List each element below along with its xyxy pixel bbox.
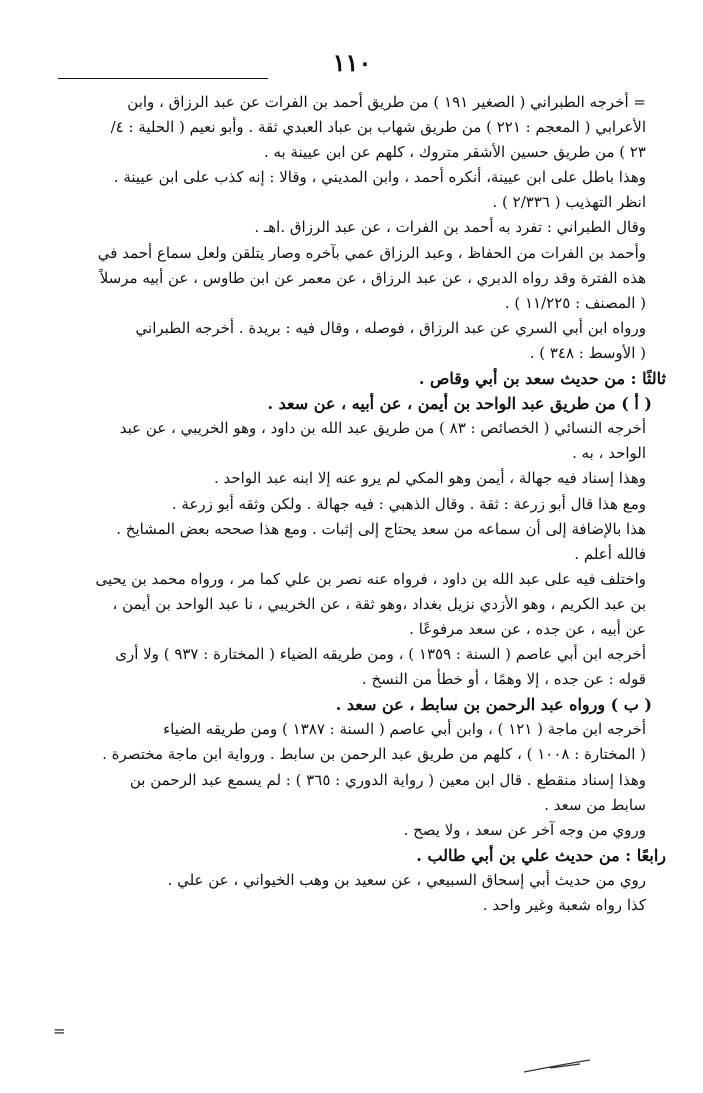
text-line: أخرجه ابن أبي عاصم ( السنة : ١٣٥٩ ) ، ومن طريقه الضياء ( المختارة : ٩٣٧ ) ولا أرى <box>115 645 646 664</box>
text-line: واختلف فيه على عبد الله بن داود ، فرواه عنه نصر بن علي كما مر ، ورواه محمد بن يحيى <box>95 569 646 588</box>
header-rule <box>58 78 268 79</box>
book-page <box>53 40 666 1080</box>
text-line: سابط من سعد . <box>544 795 646 814</box>
ink-scribble <box>520 1056 610 1076</box>
footnote-body <box>58 90 666 918</box>
text-line: بن عبد الكريم ، وهو الأزدي نزيل بغداد ،وهو ثقة ، عن الخريبي ، نا عبد الواحد بن أيمن ، <box>112 594 646 613</box>
text-line: وهذا إسناد منقطع . قال ابن معين ( رواية الدوري : ٣٦٥ ) : لم يسمع عبد الرحمن بن <box>129 770 646 789</box>
text-line: روي من حديث أبي إسحاق السبيعي ، عن سعيد بن وهب الخيواني ، عن علي . <box>167 870 646 889</box>
text-line: وروي من وجه آخر عن سعد ، ولا يصح . <box>403 820 646 839</box>
text-line: هذه الفترة وقد رواه الدبري ، عن عبد الرزاق ، عن معمر عن ابن طاوس ، عن أبيه مرسلاً <box>99 268 646 287</box>
text-line: فالله أعلم . <box>574 544 646 563</box>
text-line: وقال الطبراني : تفرد به أحمد بن الفرات ، عن عبد الرزاق .اهـ . <box>254 218 646 237</box>
text-line: وأحمد بن الفرات من الحفاظ ، وعبد الرزاق عمي بآخره وصار يتلقن ولعل سماع أحمد في <box>97 243 646 262</box>
subsection-heading: ( أ ) من طريق عبد الواحد بن أيمن ، عن أبيه ، عن سعد . <box>267 394 652 414</box>
section-heading: ثالثًا : من حديث سعد بن أبي وقاص . <box>418 369 666 389</box>
text-line: ( المختارة : ١٠٠٨ ) ، كلهم من طريق عبد الرحمن بن سابط . ورواية ابن ماجة مختصرة . <box>102 745 646 764</box>
text-line: أخرجه النسائي ( الخصائص : ٨٣ ) من طريق عبد الله بن داود ، وهو الخريبي ، عن عبد <box>119 419 646 438</box>
text-line: أخرجه ابن ماجة ( ١٢١ ) ، وابن أبي عاصم ( السنة : ١٣٨٧ ) ومن طريقه الضياء <box>163 720 646 739</box>
text-line: الواحد ، به . <box>572 444 646 463</box>
text-line: انظر التهذيب ( ٢/٣٣٦ ) . <box>492 193 646 212</box>
section-heading: رابعًا : من حديث علي بن أبي طالب . <box>416 845 666 865</box>
text-line: قوله : عن جده ، إلا وهمًا ، أو خطأ من النسخ . <box>361 670 646 689</box>
continuation-mark: = <box>53 1022 66 1040</box>
text-line: وهذا باطل على ابن عيينة، أنكره أحمد ، وابن المديني ، وقالا : إنه كذب على ابن عيينة . <box>113 168 646 187</box>
text-line: هذا بالإضافة إلى أن سماعه من سعد يحتاج إلى إثبات . ومع هذا صححه بعض المشايخ . <box>116 519 646 538</box>
text-line: وهذا إسناد فيه جهالة ، أيمن وهو المكي لم يرو عنه إلا ابنه عبد الواحد . <box>213 469 646 488</box>
page-number: ١١٠ <box>332 48 372 77</box>
text-line: ورواه ابن أبي السري عن عبد الرزاق ، فوصله ، وقال فيه : بريدة . أخرجه الطبراني <box>135 318 646 337</box>
text-line: عن أبيه ، عن جده ، عن سعد مرفوعًا . <box>409 619 646 638</box>
text-line: ٢٣ ) من طريق حسين الأشقر متروك ، كلهم عن ابن عيينة به . <box>263 143 646 162</box>
text-line: = أخرجه الطبراني ( الصغير ١٩١ ) من طريق أحمد بن الفرات عن عبد الرزاق ، وابن <box>127 93 646 111</box>
text-line: الأعرابي ( المعجم : ٢٢١ ) من طريق شهاب بن عباد العبدي ثقة . وأبو نعيم ( الحلية : ٤/ <box>110 118 646 137</box>
text-line: ( الأوسط : ٣٤٨ ) . <box>529 343 646 362</box>
subsection-heading: ( ب ) ورواه عبد الرحمن بن سابط ، عن سعد . <box>335 695 652 715</box>
text-line: كذا رواه شعبة وغير واحد . <box>482 896 646 914</box>
text-line: ( المصنف : ١١/٢٢٥ ) . <box>504 293 646 312</box>
text-line: ومع هذا قال أبو زرعة : ثقة . وقال الذهبي : فيه جهالة . ولكن وثقه أبو زرعة . <box>171 494 646 513</box>
